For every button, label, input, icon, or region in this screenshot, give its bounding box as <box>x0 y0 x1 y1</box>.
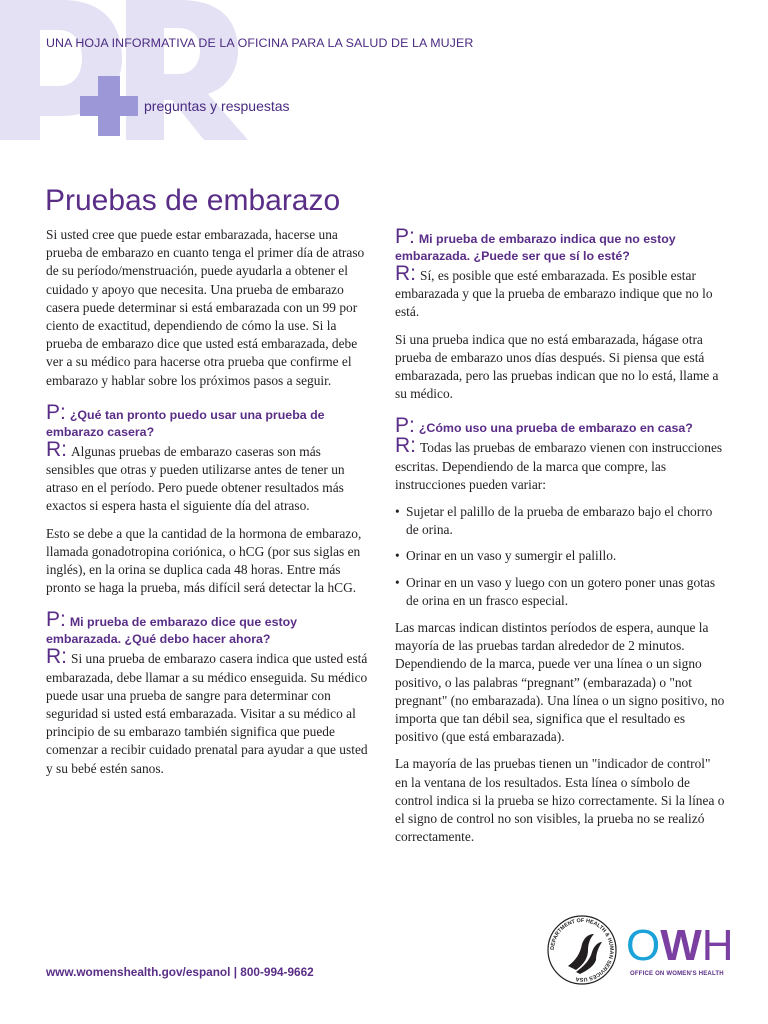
question-prefix: P: <box>395 225 415 248</box>
answer-4-paragraph-1: Las marcas indican distintos períodos de espera, aunque la mayoría de las pruebas tardan alrededor de 2 minutos. Dependiendo de la marca, puede ver una línea o un signo positivo, o las palabras “pregnant” (embarazada) o "not pregnant" (no embarazada). Una línea o un signo positivo, no importa que tan débil sea, significa que el resultado es positivo (que está embarazada). <box>395 620 725 745</box>
owh-letter-o: O <box>626 921 661 970</box>
question-text: ¿Qué tan pronto puedo usar una prueba de embarazo casera? <box>46 407 325 439</box>
question-4 <box>395 414 725 438</box>
answer-3 <box>395 262 725 322</box>
header-tagline: UNA HOJA INFORMATIVA DE LA OFICINA PARA LA SALUD DE LA MUJER <box>46 36 474 50</box>
owh-letter-w: W <box>660 921 702 970</box>
answer-text: Todas las pruebas de embarazo vienen con instrucciones escritas. Dependiendo de la marca que compre, las instrucciones pueden variar: <box>395 440 723 492</box>
bullet: • <box>395 548 400 564</box>
list-item-text: Sujetar el palillo de la prueba de embarazo bajo el chorro de orina. <box>406 504 713 538</box>
mark-letter-r <box>126 0 248 140</box>
answer-text: Sí, es posible que esté embarazada. Es posible estar embarazada y que la prueba de embarazo indique que no lo está. <box>395 268 713 320</box>
question-text: Mi prueba de embarazo dice que estoy embarazada. ¿Qué debo hacer ahora? <box>46 615 298 647</box>
question-prefix: P: <box>395 414 415 438</box>
owh-logo <box>626 921 734 984</box>
bullet: • <box>395 574 400 590</box>
answer-1 <box>46 437 372 516</box>
answer-2 <box>46 645 372 777</box>
answer-4 <box>395 434 725 494</box>
question-prefix: P: <box>46 608 66 632</box>
intro-paragraph: Si usted cree que puede estar embarazada, hacerse una prueba de embarazo en cuanto tenga el primer día de atraso de su período/menstruación, puede ayudarla a obtener el cuidado y apoyo que necesita. Una prueba de embarazo casera puede determinar si está embarazada con un 99 por ciento de exactitud, dependiendo de cómo la use. Si la prueba de embarazo dice que usted está embarazada, debe ver a su médico para hacerse otra prueba que confirme el embarazo y hablar sobre los próximos pasos a seguir. <box>46 227 365 388</box>
question-text: Mi prueba de embarazo indica que no estoy embarazada. ¿Puede ser que sí lo esté? <box>395 232 676 263</box>
answer-prefix: R: <box>395 262 416 285</box>
footer-contact: www.womenshealth.gov/espanol | 800-994-9662 <box>46 965 314 979</box>
seal-eagle-profiles <box>568 934 602 974</box>
list-item <box>395 574 725 610</box>
answer-prefix: R: <box>395 434 416 458</box>
bullet: • <box>395 504 400 520</box>
list-item-text: Orinar en un vaso y sumergir el palillo. <box>406 548 617 564</box>
list-item <box>395 503 725 539</box>
list-item-text: Orinar en un vaso y luego con un gotero poner unas gotas de orina en un frasco especial. <box>406 574 716 608</box>
question-prefix: P: <box>46 400 66 424</box>
owh-letter-h: H <box>701 921 734 970</box>
page-title: Pruebas de embarazo <box>45 184 341 217</box>
hhs-seal-logo <box>546 914 618 986</box>
list-item <box>395 547 725 565</box>
answer-text: Si una prueba de embarazo casera indica que usted está embarazada, debe llamar a su médico enseguida. Su médico puede usar una prueba de sangre para determinar con seguridad si usted está embarazada. Visitar a su médico al principio de su embarazo también significa que puede comenzar a recibir cuidado prenatal para ayudar a que usted y su bebé estén sanos. <box>46 651 368 776</box>
question-1 <box>46 400 372 441</box>
answer-4-paragraph-2: La mayoría de las pruebas tienen un "indicador de control" en la ventana de los resultados. Esta línea o símbolo de control indica si la prueba se hizo correctamente. Si la línea o el signo de control no son visibles, la prueba no se realizó correctamente. <box>395 756 725 845</box>
instructions-list <box>395 503 725 610</box>
left-column <box>46 226 372 787</box>
pr-brand-mark <box>0 0 250 140</box>
answer-1-paragraph: Esto se debe a que la cantidad de la hormona de embarazo, llamada gonadotropina coriónica, o hCG (por sus siglas en inglés), en la orina se duplica cada 48 horas. Entre más pronto se haga la prueba, más difícil será detectar la hCG. <box>46 525 362 596</box>
right-column <box>395 225 725 855</box>
answer-3-paragraph: Si una prueba indica que no está embarazada, hágase otra prueba de embarazo unos días después. Si piensa que está embarazada, pero las pruebas indican que no lo está, llame a su médico. <box>395 331 719 402</box>
question-3 <box>395 225 725 265</box>
answer-prefix: R: <box>46 645 67 669</box>
question-text: ¿Cómo uso una prueba de embarazo en casa? <box>418 421 693 436</box>
seal-text: DEPARTMENT OF HEALTH & HUMAN SERVICES USA <box>549 917 615 983</box>
answer-text: Algunas pruebas de embarazo caseras son más sensibles que otras y pueden utilizarse antes de tener un atraso en el período. Pero puede obtener resultados más exactos si espera hasta el siguiente día del atraso. <box>46 443 345 514</box>
mark-plus-horizontal <box>80 96 138 116</box>
question-2 <box>46 608 372 648</box>
answer-prefix: R: <box>46 437 67 461</box>
owh-logo-subtitle: OFFICE ON WOMEN'S HEALTH <box>630 971 724 977</box>
owh-logo-letters <box>626 921 734 970</box>
header-subtitle: preguntas y respuestas <box>144 98 290 114</box>
